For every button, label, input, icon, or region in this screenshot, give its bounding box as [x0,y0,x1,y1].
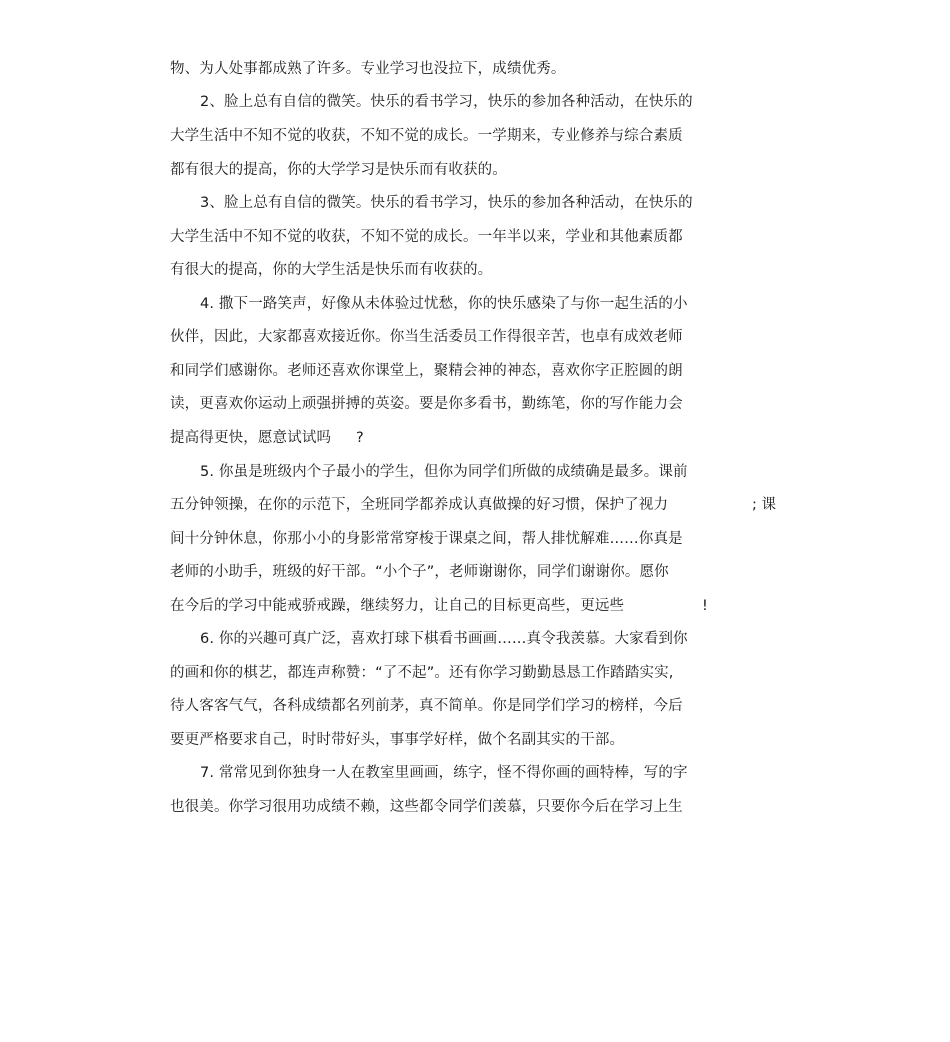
text-line: 待人客客气气，各科成绩都名列前茅，真不简单。你是同学们学习的榜样，今后 [170,698,683,714]
question-mark: ? [356,430,364,446]
text-line: 大学生活中不知不觉的收获，不知不觉的成长。一年半以来，学业和其他素质都 [170,229,683,245]
text-line: 伙伴，因此，大家都喜欢接近你。你当生活委员工作得很辛苦，也卓有成效老师 [170,329,683,345]
paragraph-3-start: 3、脸上总有自信的微笑。快乐的看书学习，快乐的参加各种活动，在快乐的 [200,195,693,211]
text-line: 间十分钟休息，你那小小的身影常常穿梭于课桌之间，帮人排忧解难……你真是 [170,531,683,547]
paragraph-4-start: 4. 撒下一路笑声，好像从未体验过忧愁，你的快乐感染了与你一起生活的小 [200,296,688,312]
text-line: 读，更喜欢你运动上顽强拼搏的英姿。要是你多看书，勤练笔，你的写作能力会 [170,396,683,412]
paragraph-6-start: 6. 你的兴趣可真广泛，喜欢打球下棋看书画画……真令我羡慕。大家看到你 [200,631,688,647]
text-line: 和同学们感谢你。老师还喜欢你课堂上，聚精会神的神态，喜欢你字正腔圆的朗 [170,363,683,379]
text-line: 也很美。你学习很用功成绩不赖，这些都令同学们羡慕，只要你今后在学习上生 [170,799,683,815]
exclamation-mark: ! [702,598,708,614]
text-line: 有很大的提高，你的大学生活是快乐而有收获的。 [170,262,493,278]
text-line: 要更严格要求自己，时时带好头，事事学好样，做个名副其实的干部。 [170,732,625,748]
text-line: 提高得更快，愿意试试吗 [170,430,332,446]
text-line: 五分钟领操，在你的示范下，全班同学都养成认真做操的好习惯，保护了视力 [170,497,669,513]
text-line: 物、为人处事都成熟了许多。专业学习也没拉下，成绩优秀。 [170,61,566,77]
text-line: 老师的小助手，班级的好干部。“小个子”，老师谢谢你，同学们谢谢你。愿你 [170,564,669,580]
paragraph-7-start: 7. 常常见到你独身一人在教室里画画，练字，怪不得你画的画特棒，写的字 [200,765,688,781]
text-line: 大学生活中不知不觉的收获，不知不觉的成长。一学期来，专业修养与综合素质 [170,128,683,144]
paragraph-5-start: 5. 你虽是班级内个子最小的学生，但你为同学们所做的成绩确是最多。课前 [200,464,688,480]
line-tail: ; 课 [752,497,776,513]
paragraph-2-start: 2、脸上总有自信的微笑。快乐的看书学习，快乐的参加各种活动，在快乐的 [200,94,693,110]
text-line: 的画和你的棋艺，都连声称赞：“了不起”。还有你学习勤勤恳恳工作踏踏实实, [170,665,674,681]
text-line: 都有很大的提高，你的大学学习是快乐而有收获的。 [170,162,507,178]
text-line: 在今后的学习中能戒骄戒躁，继续努力，让自己的目标更高些，更远些 [170,598,625,614]
